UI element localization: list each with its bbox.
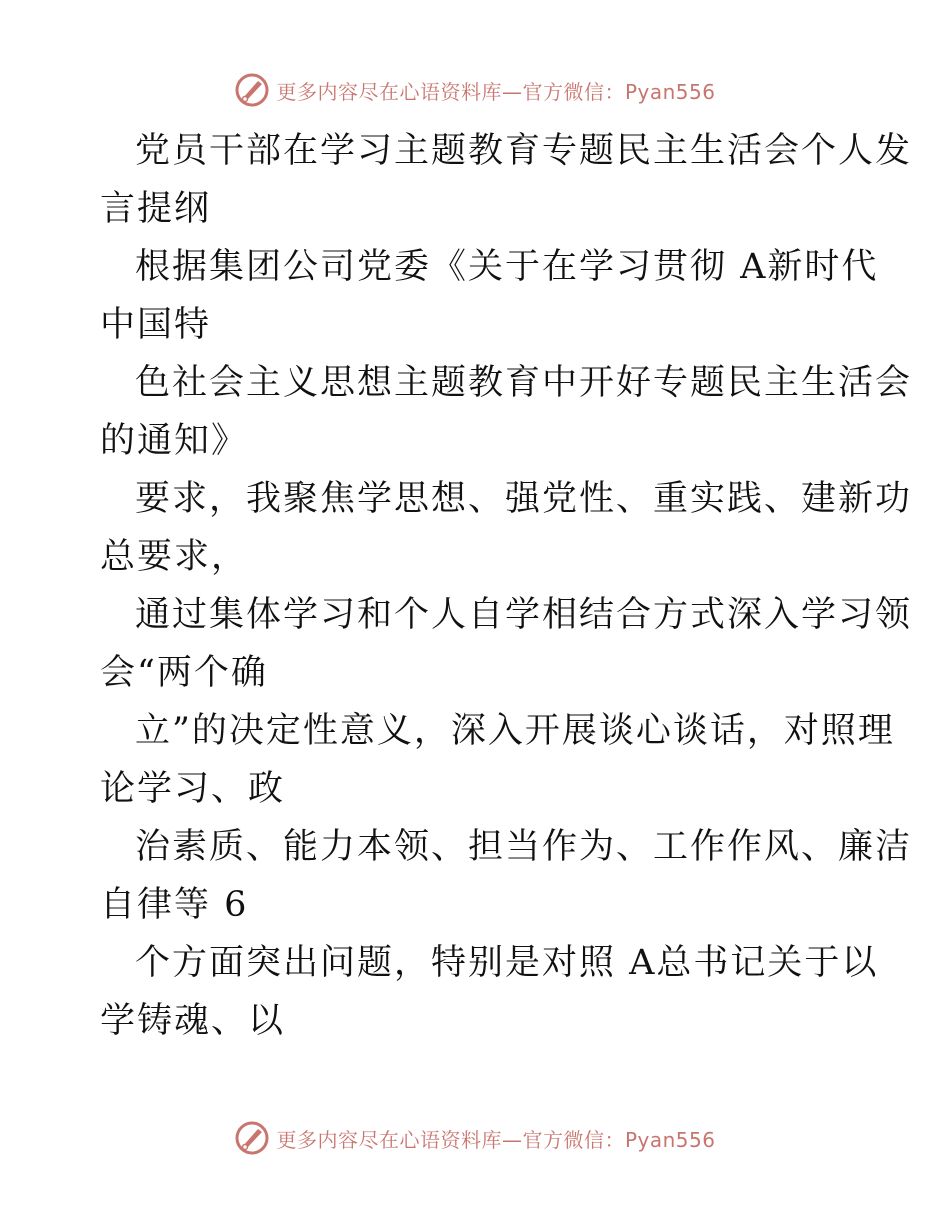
text-line: 的通知》 — [100, 421, 249, 461]
text-line: 治素质、能力本领、担当作为、工作作风、廉洁 — [135, 827, 913, 867]
text-line: 学铸魂、以 — [100, 1001, 286, 1041]
text-line: 会“两个确 — [100, 653, 268, 693]
text-line: 中国特 — [100, 305, 212, 345]
text-line: 党员干部在学习主题教育专题民主生活会个人发 — [135, 131, 913, 171]
text-line: 论学习、政 — [100, 769, 286, 809]
watermark-text: 更多内容尽在心语资料库—官方微信：Pyan556 — [276, 1127, 716, 1152]
text-line: 要求，我聚焦学思想、强党性、重实践、建新功 — [135, 479, 913, 519]
quill-logo-icon — [234, 1120, 270, 1156]
document-body — [100, 122, 913, 1050]
text-line: 自律等 6 — [100, 885, 249, 925]
text-line: 言提纲 — [100, 189, 212, 229]
quill-logo-icon — [234, 72, 270, 108]
text-line: 色社会主义思想主题教育中开好专题民主生活会 — [135, 363, 913, 403]
header-watermark — [0, 70, 950, 110]
text-line: 个方面突出问题，特别是对照 A总书记关于以 — [135, 943, 879, 983]
text-line: 总要求， — [100, 537, 249, 577]
text-line: 立”的决定性意义，深入开展谈心谈话，对照理 — [135, 711, 895, 751]
text-line: 通过集体学习和个人自学相结合方式深入学习领 — [135, 595, 913, 635]
footer-watermark — [0, 1118, 950, 1158]
watermark-text: 更多内容尽在心语资料库—官方微信：Pyan556 — [276, 79, 716, 104]
text-line: 根据集团公司党委《关于在学习贯彻 A新时代 — [135, 247, 879, 287]
